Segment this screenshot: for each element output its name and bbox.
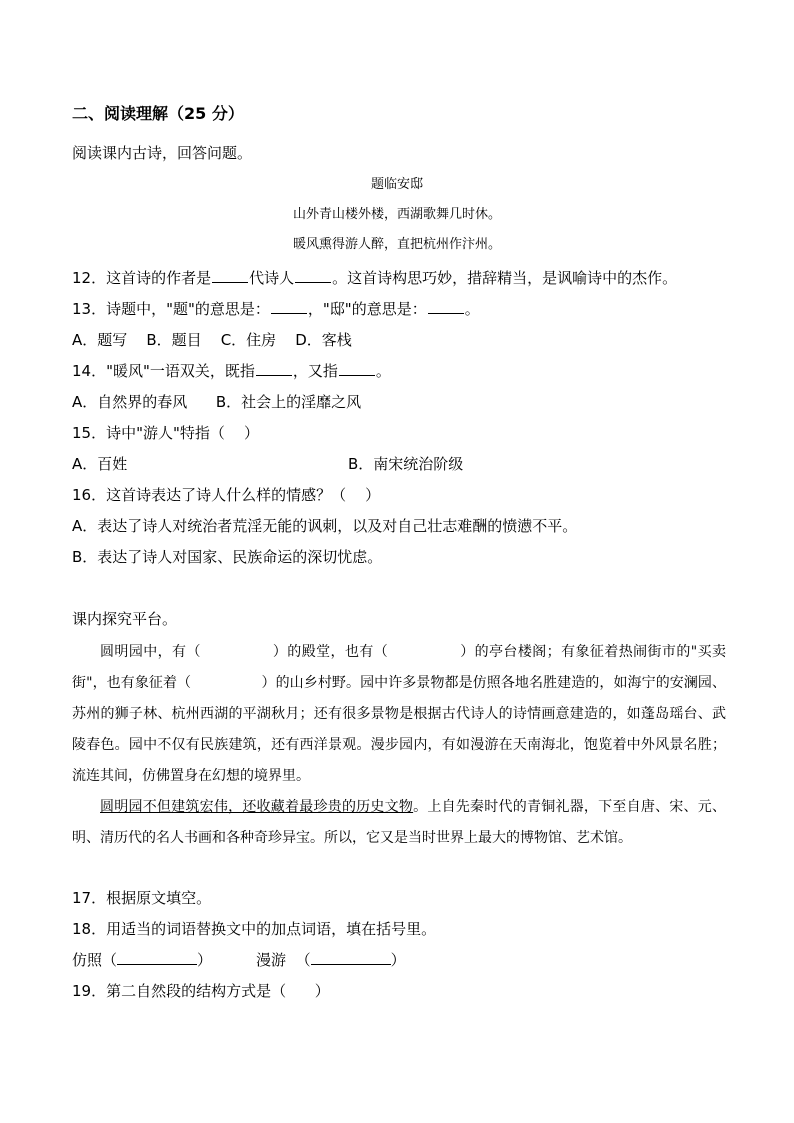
q13-text-c: 。 bbox=[464, 300, 480, 318]
passage-paragraph-2 bbox=[72, 792, 726, 854]
question-13 bbox=[72, 299, 480, 319]
q14-text-b: ，又指 bbox=[292, 362, 338, 380]
q14-options: A．自然界的春风 B．社会上的淫靡之风 bbox=[72, 393, 362, 411]
q12-text-c: 。这首诗构思巧妙，措辞精当，是讽喻诗中的杰作。 bbox=[332, 269, 678, 287]
q14-blank-2[interactable] bbox=[339, 361, 375, 376]
q15-option-a: A．百姓 bbox=[72, 455, 128, 473]
passage-paragraph-1: 圆明园中，有（ ）的殿堂，也有（ ）的亭台楼阁；有象征着热闹街市的"买卖街"，也有象征着（ ）的山乡村野。园中许多景物都是仿照各地名胜建造的，如海宁的安澜园、苏州的狮子林、杭州西湖的平湖秋月；还有很多景物是根据古代诗人的诗情画意建造的，如蓬岛瑶台、武陵春色。园中不仅有民族建筑，还有西洋景观。漫步园内，有如漫游在天南海北，饱览着中外风景名胜；流连其间，仿佛置身在幻想的境界里。 bbox=[72, 644, 726, 784]
underlined-sentence: 圆明园不但建筑宏伟，还收藏着最珍贵的历史文物 bbox=[100, 799, 414, 815]
q12-text-b: 代诗人 bbox=[249, 269, 295, 287]
question-15: 15．诗中"游人"特指（ ） bbox=[72, 424, 259, 442]
question-17: 17．根据原文填空。 bbox=[72, 889, 212, 907]
q12-blank-poet[interactable] bbox=[295, 268, 331, 283]
section-intro: 阅读课内古诗，回答问题。 bbox=[72, 144, 253, 162]
poem-line-1: 山外青山楼外楼，西湖歌舞几时休。 bbox=[292, 207, 501, 222]
q18-blank-1[interactable] bbox=[117, 950, 197, 965]
q16-option-a: A．表达了诗人对统治者荒淫无能的讽刺，以及对自己壮志难酬的愤懑不平。 bbox=[72, 517, 578, 535]
platform-title: 课内探究平台。 bbox=[72, 610, 178, 628]
q12-blank-era[interactable] bbox=[212, 268, 248, 283]
q18-item-fangzhao: 仿照（ bbox=[72, 951, 118, 969]
section-title: 二、阅读理解（25 分） bbox=[72, 104, 244, 123]
question-19: 19．第二自然段的结构方式是（ ） bbox=[72, 982, 330, 1000]
q14-blank-1[interactable] bbox=[256, 361, 292, 376]
q14-text-a: 14．"暖风"一语双关，既指 bbox=[72, 362, 255, 380]
q18-item-manyou-close: ） bbox=[390, 951, 406, 969]
poem-line-2: 暖风熏得游人醉，直把杭州作汴州。 bbox=[292, 237, 501, 252]
q18-items bbox=[72, 950, 406, 970]
poem-title: 题临安邸 bbox=[370, 177, 423, 192]
q13-options: A．题写 B．题目 C．住房 D．客栈 bbox=[72, 331, 352, 349]
q13-blank-di[interactable] bbox=[428, 299, 464, 314]
q18-item-fangzhao-close: ） bbox=[197, 951, 213, 969]
question-18: 18．用适当的词语替换文中的加点词语，填在括号里。 bbox=[72, 920, 437, 938]
q14-text-c: 。 bbox=[375, 362, 391, 380]
question-16: 16．这首诗表达了诗人什么样的情感？（ ） bbox=[72, 486, 381, 504]
q18-item-manyou: 漫游 （ bbox=[256, 951, 311, 969]
q16-option-b: B．表达了诗人对国家、民族命运的深切忧虑。 bbox=[72, 548, 383, 566]
question-12 bbox=[72, 268, 677, 288]
q18-blank-2[interactable] bbox=[311, 950, 391, 965]
q13-text-a: 13．诗题中，"题"的意思是： bbox=[72, 300, 270, 318]
passage-paragraph-2-rest: 。上自先秦时代的青铜礼器，下至自唐、宋、元、明、清历代的名人书画和各种奇珍异宝。所以，它又是当时世界上最大的博物馆、艺术馆。 bbox=[72, 799, 727, 846]
q13-blank-ti[interactable] bbox=[271, 299, 307, 314]
q15-option-b: B．南宋统治阶级 bbox=[348, 455, 464, 473]
q13-text-b: ，"邸"的意思是： bbox=[307, 300, 427, 318]
question-14 bbox=[72, 361, 391, 381]
q12-text-a: 12．这首诗的作者是 bbox=[72, 269, 212, 287]
